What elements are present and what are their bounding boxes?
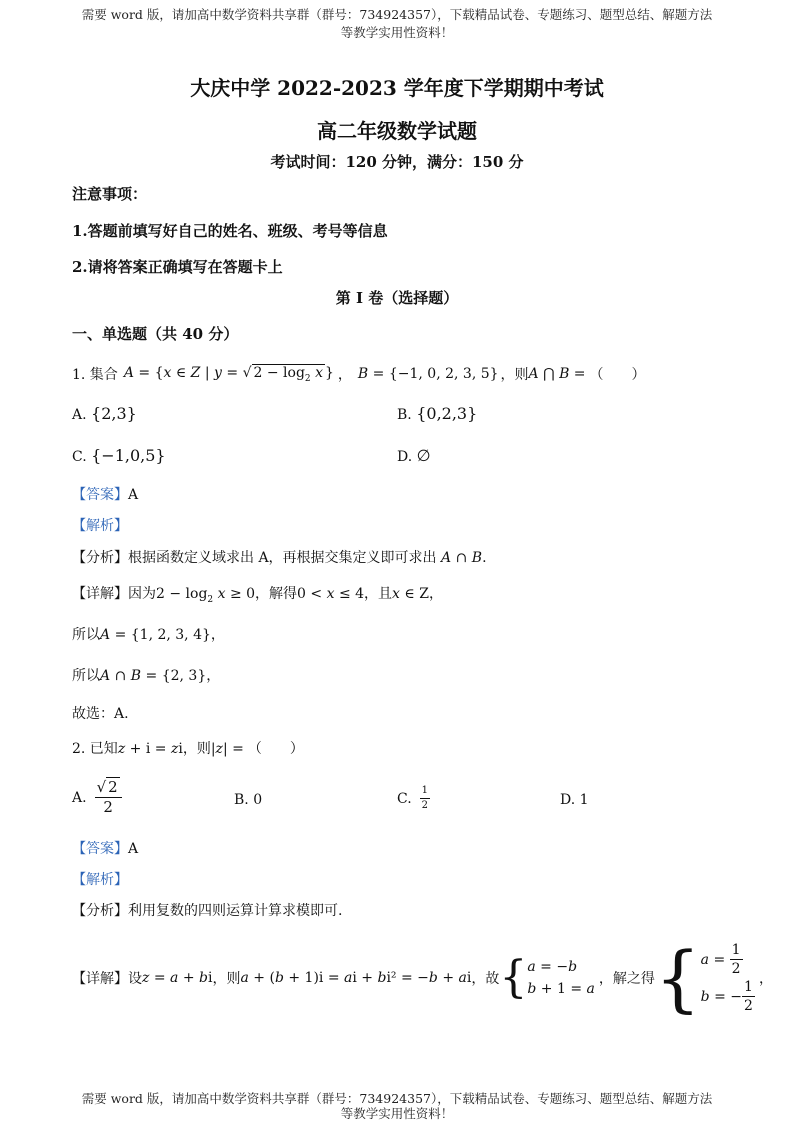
header-ad-line1: 需要 word 版，请加高中数学资料共享群（群号：734924357），下载精品试卷、专题练习、题型总结、解题方法	[81, 7, 713, 22]
footer-ad-line1: 需要 word 版，请加高中数学资料共享群（群号：734924357），下载精品试卷、专题练习、题型总结、解题方法	[81, 1091, 713, 1106]
q1-so-2: 所以A ∩ B = {2, 3}，	[72, 668, 221, 684]
q1-set-b: B = {−1, 0, 2, 3, 5}	[357, 366, 499, 382]
q2-option-c-value: $\frac{1}{2}$	[421, 785, 429, 811]
q1-set-a: A = {x ∈ Z | y = √ $2 - \log_2 x$ }	[123, 364, 334, 384]
q1-option-b: B. {0,2,3}	[397, 404, 478, 423]
question-2: 2. 已知z + i = zi，则|z| = （ ）	[72, 741, 304, 757]
q1-option-b-value: {0,2,3}	[416, 404, 478, 423]
header-ad-line2: 等教学实用性资料！	[340, 25, 454, 40]
q2-option-c: C. $\frac{1}{2}$	[397, 785, 429, 811]
q1-option-c: C. {−1,0,5}	[72, 446, 166, 465]
q1-number: 1. 集合	[72, 367, 118, 383]
q1-paren: （ ）	[589, 367, 646, 383]
q1-detail: 【详解】因为$2 - \log_2 x \ge 0$，解得0 < x ≤ 4，且x ∈ Z，	[72, 586, 443, 605]
q2-option-d: D. 1	[560, 792, 589, 808]
q2-fenxi: 【分析】利用复数的四则运算计算求模即可.	[72, 903, 343, 919]
q1-option-a-value: {2,3}	[91, 404, 137, 423]
answer-tag: 【答案】	[72, 841, 128, 857]
q1-option-d-value: ∅	[416, 446, 431, 465]
q2-solution: a = $\frac{1}{2}$ b = − $\frac{1}{2}$	[700, 942, 753, 1014]
q2-analysis-tag: 【解析】	[72, 872, 128, 888]
q2-option-a-value: $\frac{√ 2}{2}$	[95, 780, 122, 815]
exam-info: 考试时间：120 分钟，满分：150 分	[270, 153, 524, 171]
q2-option-a: A. $\frac{√ 2}{2}$	[72, 780, 122, 815]
part-heading: 一、单选题（共 40 分）	[72, 325, 239, 343]
exam-title: 大庆中学 2022-2023 学年度下学期期中考试	[190, 76, 604, 100]
q1-option-d: D. ∅	[397, 446, 431, 465]
q2-answer: 【答案】A	[72, 841, 139, 857]
q2-detail: 【详解】 设 z = a + bi ，则 a + (b + 1)i = ai + bi² = −b + ai ，故 { a = −b b + 1 = a ，解之得 { a = $\frac{1}{2}$ b = − $\frac{1}{2}$ ，	[72, 936, 773, 1020]
notes-item-1: 1.答题前填写好自己的姓名、班级、考号等信息	[72, 222, 388, 240]
q1-choose: 故选：A.	[72, 706, 129, 722]
exam-subtitle: 高二年级数学试题	[317, 119, 477, 143]
q2-system: a = −b b + 1 = a	[527, 959, 595, 997]
q1-comma: ，	[337, 367, 352, 383]
q2-option-b: B. 0	[234, 792, 263, 808]
q1-analysis-tag: 【解析】	[72, 518, 128, 534]
q1-answer: 【答案】A	[72, 487, 139, 503]
q1-fenxi: 【分析】根据函数定义域求出 A，再根据交集定义即可求出 A ∩ B.	[72, 550, 487, 566]
q1-option-a: A. {2,3}	[72, 404, 137, 423]
q1-then: ，则	[500, 367, 529, 383]
notes-item-2: 2.请将答案正确填写在答题卡上	[72, 258, 283, 276]
q1-expr: A ⋂ B =	[528, 366, 586, 382]
q1-so-1: 所以A = {1, 2, 3, 4}，	[72, 627, 225, 643]
answer-tag: 【答案】	[72, 487, 128, 503]
q1-option-c-value: {−1,0,5}	[91, 446, 166, 465]
question-1	[72, 364, 646, 384]
footer-ad-line2: 等教学实用性资料！	[340, 1106, 454, 1121]
notes-heading: 注意事项：	[72, 185, 148, 203]
volume-heading: 第 I 卷（选择题）	[335, 289, 459, 307]
